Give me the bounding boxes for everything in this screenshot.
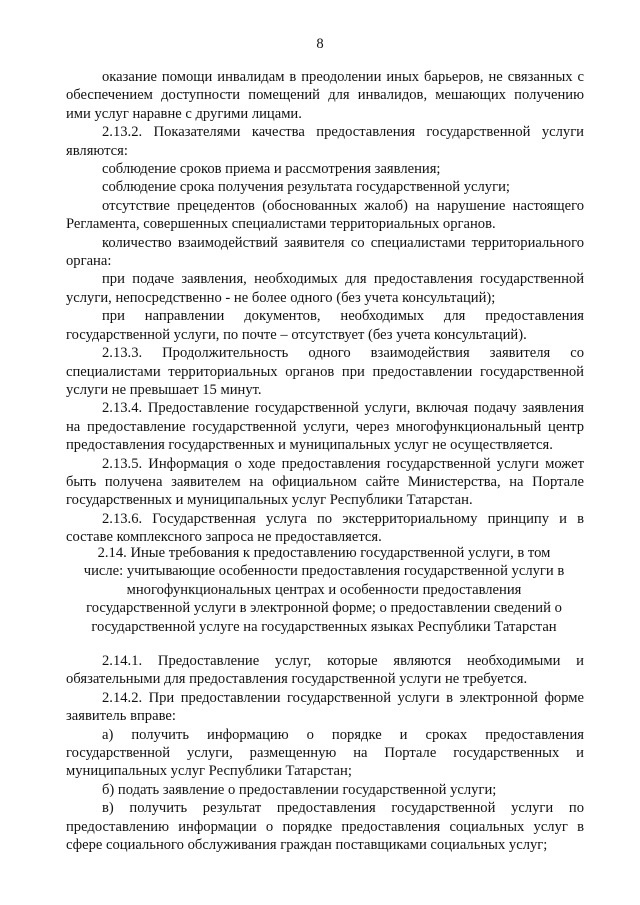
- paragraph: 2.13.2. Показателями качества предоставления государственной услуги являются:: [66, 124, 584, 159]
- paragraph: количество взаимодействий заявителя со специалистами территориального органа:: [66, 234, 584, 270]
- section-heading-2-14: 2.14. Иные требования к предоставлению государственной услуги, в том числе: учитывающие особенности предоставления государственной услуги в многофункциональных центрах и особенности предоставления государственной услуги в электронной форме; о предоставлении сведений о государственной услуге на государственных языках Республики Татарстан: [83, 545, 565, 635]
- paragraph: 2.13.5. Информация о ходе предоставления государственной услуги может быть получена заявителем на официальном сайте Министерства, на Портале государственных и муниципальных услуг Республики Татарстан.: [66, 455, 584, 509]
- paragraph: при направлении документов, необходимых для предоставления государственной услуги, по почте – отсутствует (без учета консультаций).: [66, 308, 584, 343]
- paragraph: 2.13.6. Государственная услуга по экстерриториальному принципу и в составе комплексного запроса не предоставляется.: [66, 510, 584, 546]
- paragraph: соблюдение срока получения результата государственной услуги;: [102, 179, 510, 196]
- paragraph: оказание помощи инвалидам в преодолении иных барьеров, не связанных с обеспечением доступности помещений для инвалидов, мешающих получению ими услуг наравне с другими лицами.: [66, 69, 584, 122]
- section-2-13-text: [66, 68, 584, 547]
- section-2-14-text: [66, 652, 584, 854]
- page-number: 8: [316, 36, 324, 52]
- paragraph: отсутствие прецедентов (обоснованных жалоб) на нарушение настоящего Регламента, совершенных специалистами территориальных органов.: [66, 197, 584, 233]
- paragraph: 2.14.1. Предоставление услуг, которые являются необходимыми и обязательными для предоставления государственной услуги не требуется.: [66, 653, 584, 688]
- paragraph: при подаче заявления, необходимых для предоставления государственной услуги, непосредственно - не более одного (без учета консультаций);: [66, 271, 584, 306]
- paragraph: соблюдение сроков приема и рассмотрения заявления;: [102, 161, 441, 178]
- paragraph: 2.13.3. Продолжительность одного взаимодействия заявителя со специалистами территориальных органов при предоставлении государственной услуги не превышает 15 минут.: [66, 345, 584, 398]
- paragraph: а) получить информацию о порядке и сроках предоставления государственной услуги, размещенную на Портале государственных и муниципальных услуг Республики Татарстан;: [66, 726, 584, 780]
- paragraph: 2.14.2. При предоставлении государственной услуги в электронной форме заявитель вправе:: [66, 689, 584, 725]
- paragraph: б) подать заявление о предоставлении государственной услуги;: [102, 781, 497, 798]
- paragraph: 2.13.4. Предоставление государственной услуги, включая подачу заявления на предоставление государственной услуги, через многофункциональный центр предоставления государственных и муниципальных услуг не осуществляется.: [66, 400, 584, 454]
- paragraph: в) получить результат предоставления государственной услуги по предоставлению информации о порядке предоставления социальных услуг в сфере социального обслуживания граждан поставщиками социальных услуг;: [66, 800, 584, 854]
